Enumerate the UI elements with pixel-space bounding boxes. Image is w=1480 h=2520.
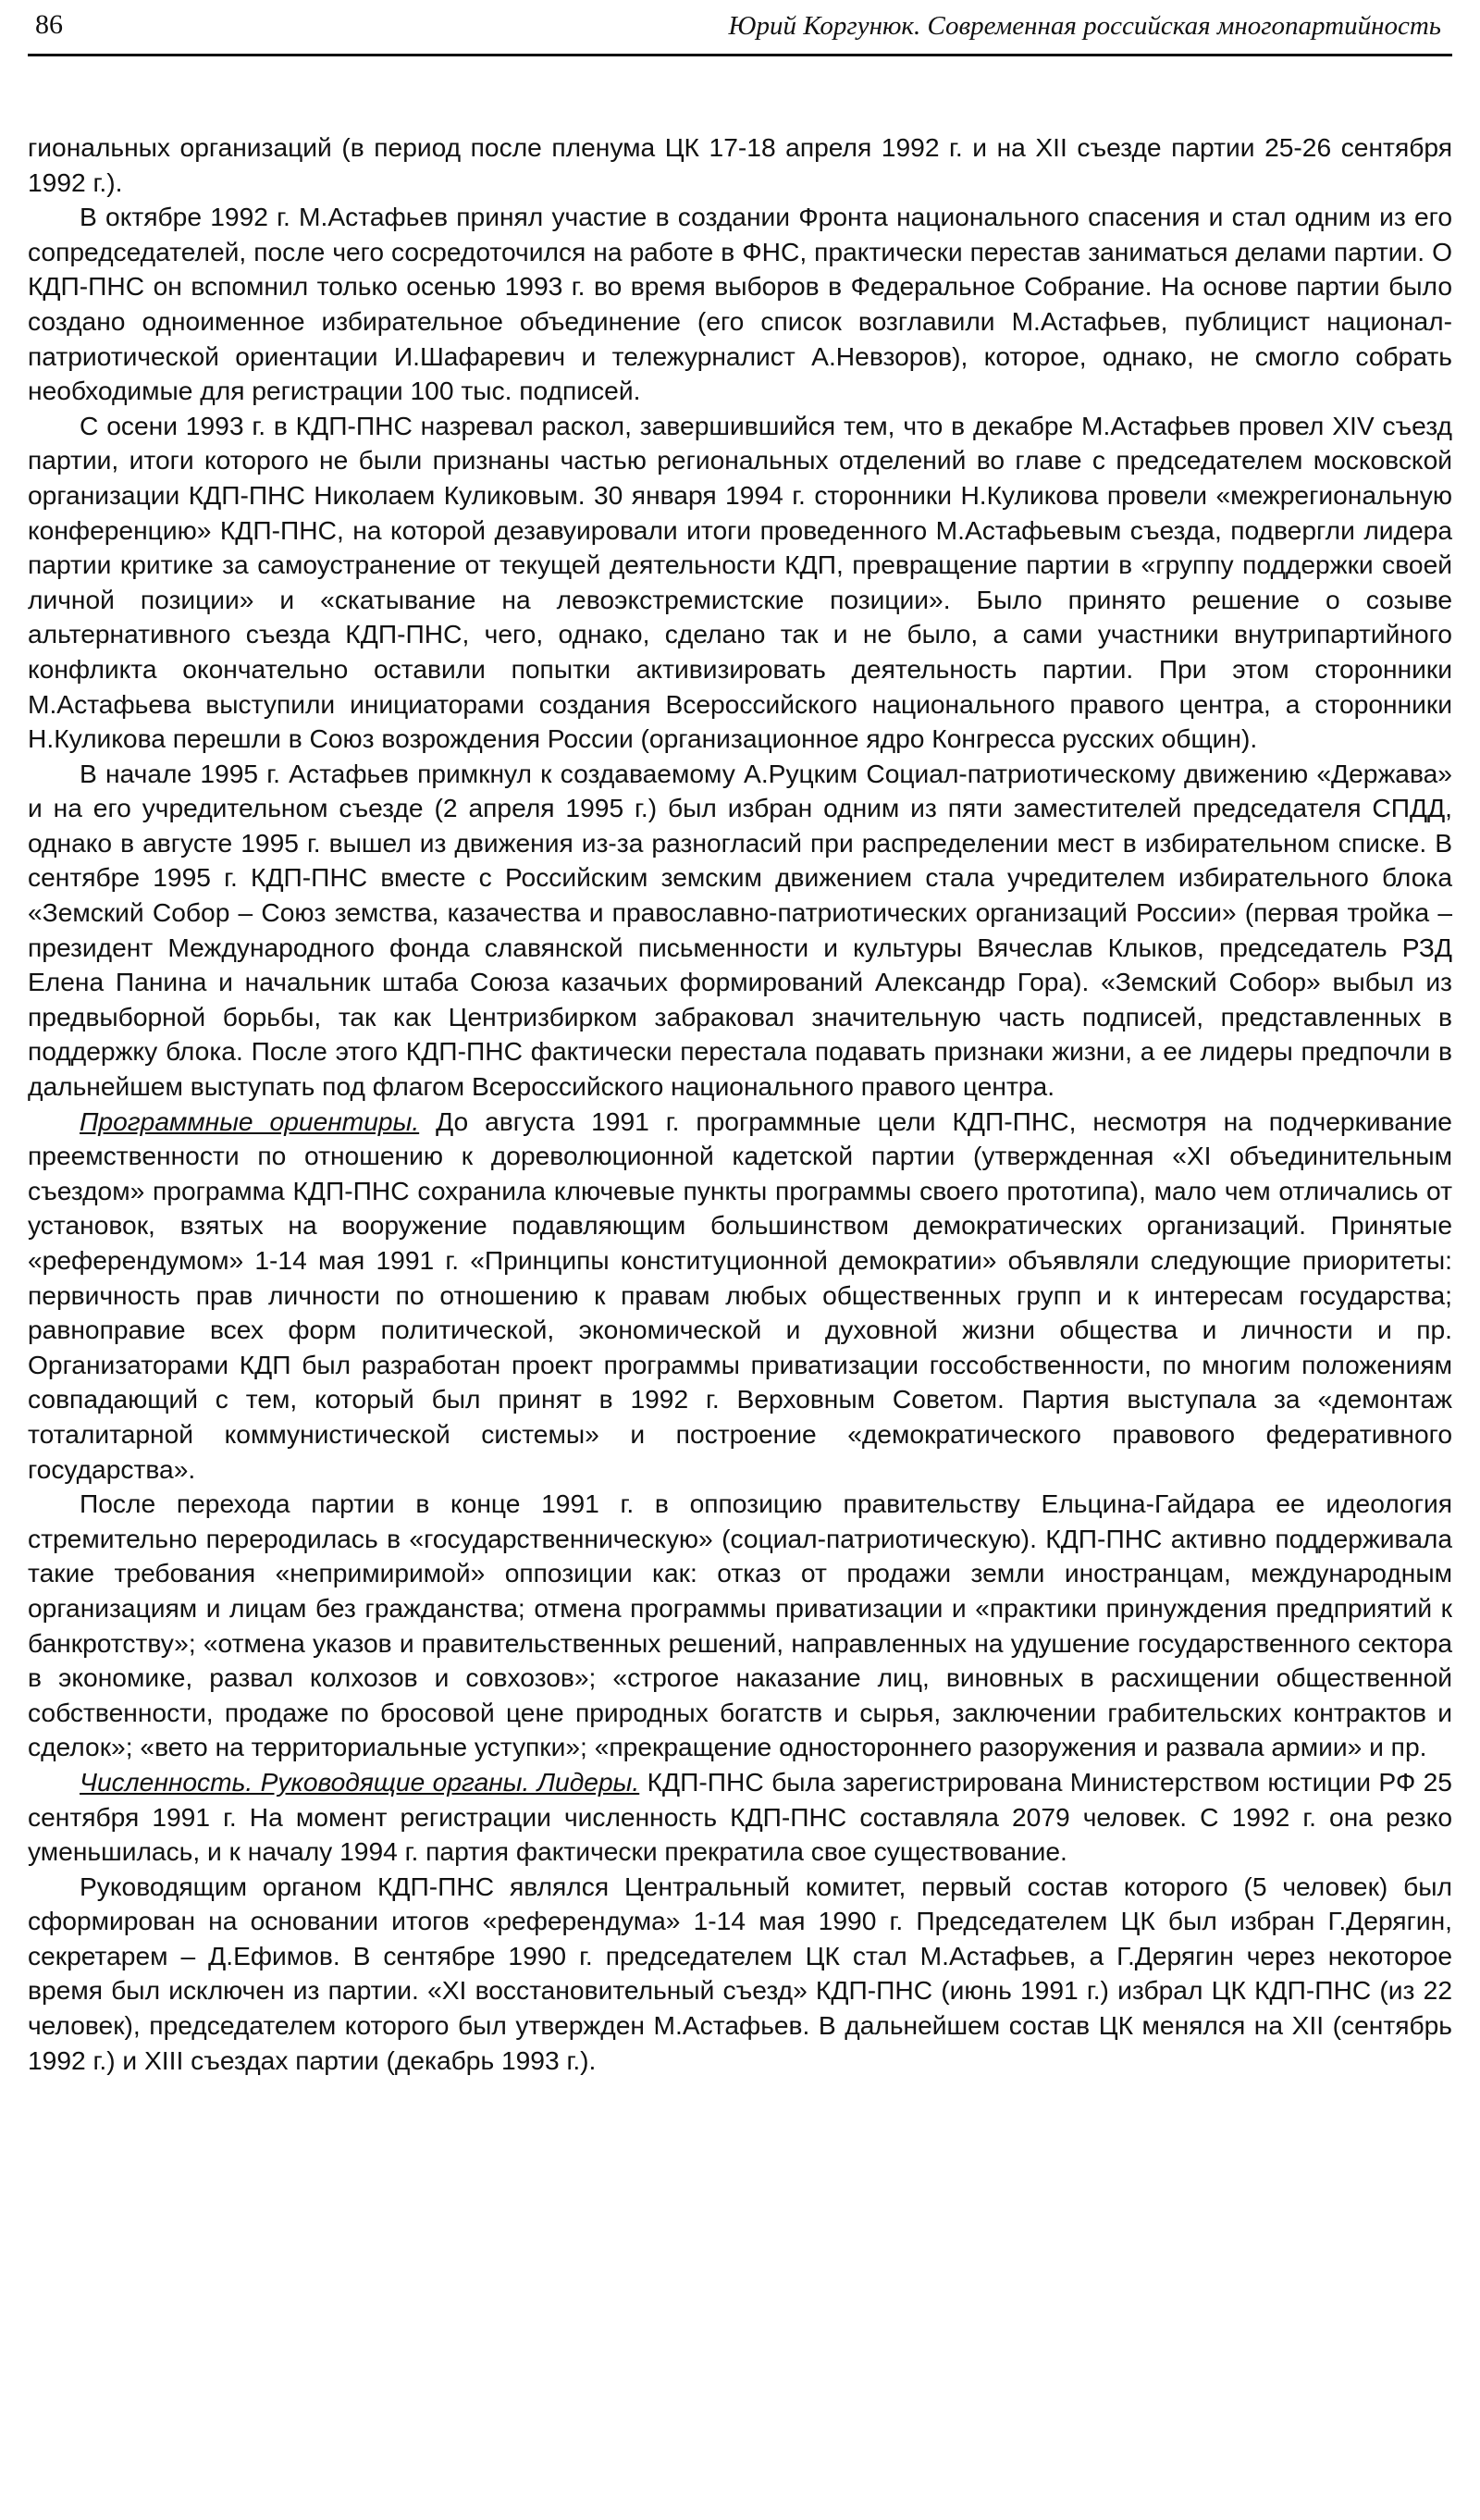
paragraph: После перехода партии в конце 1991 г. в оппозицию правительству Ельцина-Гайдара ее идеология стремительно переродилась в «государственническую» (социал-патриотическую). КДП-ПНС активно поддерживала такие требования «непримиримой» оппозиции как: отказ от продажи земли иностранцам, международным организациям и лицам без гражданства; отмена программы приватизации и «практики принуждения предприятий к банкротству»; «отмена указов и правительственных решений, направленных на удушение государственного сектора в экономике, развал колхозов и совхозов»; «строгое наказание лиц, виновных в расхищении общественной собственности, продаже по бросовой цене природных богатств и сырья, заключении грабительских контрактов и сделок»; «вето на территориальные уступки»; «прекращение одностороннего разоружения и развала армии» и пр. xyxy=(28,1489,1452,1762)
page-header xyxy=(28,0,1452,56)
section-heading-programs: Программные ориентиры. xyxy=(80,1106,420,1136)
paragraph-text: До августа 1991 г. программные цели КДП-ПНС, несмотря на подчеркивание преемственности по отношению к дореволюционной кадетской партии (утвержденная «XI объединительным съездом» программа КДП-ПНС сохранила ключевые пункты программы своего прототипа), мало чем отличались от установок, взятых на вооружение подавляющим большинством демократических организаций. Принятые «референдумом» 1-14 мая 1991 г. «Принципы конституционной демократии» объявляли следующие приоритеты: первичность прав личности по отношению к правам любых общественных групп и к интересам государства; равноправие всех форм политической, экономической и духовной жизни общества и личности и пр. Организаторами КДП был разработан проект программы приватизации госсобственности, по многим положениям совпадающий с тем, который был принят в 1992 г. Верховным Советом. Партия выступала за «демонтаж тоталитарной коммунистической системы» и построение «демократического правового федеративного государства». xyxy=(28,1106,1452,1484)
paragraph-continuation: гиональных организаций (в период после пленума ЦК 17-18 апреля 1992 г. и на XII съезде партии 25-26 сентября 1992 г.). xyxy=(28,132,1452,197)
section-heading-membership: Численность. Руководящие органы. Лидеры. xyxy=(80,1766,640,1797)
page-number: 86 xyxy=(35,9,63,40)
paragraph-text: КДП-ПНС была зарегистрирована Министерством юстиции РФ 25 сентября 1991 г. На момент регистрации численность КДП-ПНС составляла 2079 человек. С 1992 г. она резко уменьшилась, и к началу 1994 г. партия фактически прекратила свое существование. xyxy=(28,1766,1452,1867)
paragraph: В октябре 1992 г. М.Астафьев принял участие в создании Фронта национального спасения и стал одним из его сопредседателей, после чего сосредоточился на работе в ФНС, практически перестав заниматься делами партии. О КДП-ПНС он вспомнил только осенью 1993 г. во время выборов в Федеральное Собрание. На основе партии было создано одноименное избирательное объединение (его список возглавили М.Астафьев, публицист национал-патриотической ориентации И.Шафаревич и тележурналист А.Невзоров), которое, однако, не смогло собрать необходимые для регистрации 100 тыс. подписей. xyxy=(28,202,1452,406)
running-title: Юрий Коргунюк. Современная российская многопартийность xyxy=(728,11,1441,41)
paragraph: Руководящим органом КДП-ПНС являлся Центральный комитет, первый состав которого (5 человек) был сформирован на основании итогов «референдума» 1-14 мая 1990 г. Председателем ЦК был избран Г.Дерягин, секретарем – Д.Ефимов. В сентябре 1990 г. председателем ЦК стал М.Астафьев, а Г.Дерягин через некоторое время был исключен из партии. «XI восстановительный съезд» КДП-ПНС (июнь 1991 г.) избрал ЦК КДП-ПНС (из 22 человек), председателем которого был утвержден М.Астафьев. В дальнейшем состав ЦК менялся на XII (сентябрь 1992 г.) и XIII съездах партии (декабрь 1993 г.). xyxy=(28,1871,1452,2075)
paragraph-membership xyxy=(28,1765,1452,1870)
document-page xyxy=(28,0,1452,2078)
paragraph: С осени 1993 г. в КДП-ПНС назревал раскол, завершившийся тем, что в декабре М.Астафьев провел XIV съезд партии, итоги которого не были признаны частью региональных отделений во главе с председателем московской организации КДП-ПНС Николаем Куликовым. 30 января 1994 г. сторонники Н.Куликова провели «межрегиональную конференцию» КДП-ПНС, на которой дезавуировали итоги проведенного М.Астафьевым съезда, подвергли лидера партии критике за самоустранение от текущей деятельности КДП, превращение партии в «группу поддержки своей личной позиции» и «скатывание на левоэкстремистские позиции». Было принято решение о созыве альтернативного съезда КДП-ПНС, чего, однако, сделано так и не было, а сами участники внутрипартийного конфликта окончательно оставили попытки активизировать деятельность партии. При этом сторонники М.Астафьева выступили инициаторами создания Всероссийского национального правого центра, а сторонники Н.Куликова перешли в Союз возрождения России (организационное ядро Конгресса русских общин). xyxy=(28,410,1452,754)
paragraph-programs xyxy=(28,1105,1452,1488)
paragraph: В начале 1995 г. Астафьев примкнул к создаваемому А.Руцким Социал-патриотическому движению «Держава» и на его учредительном съезде (2 апреля 1995 г.) был избран одним из пяти заместителей председателя СПДД, однако в августе 1995 г. вышел из движения из-за разногласий при распределении мест в избирательном списке. В сентябре 1995 г. КДП-ПНС вместе с Российским земским движением стала учредителем избирательного блока «Земский Собор – Союз земства, казачества и православно-патриотических организаций России» (первая тройка – президент Международного фонда славянской письменности и культуры Вячеслав Клыков, председатель РЗД Елена Панина и начальник штаба Союза казачьих формирований Александр Гора). «Земский Собор» выбыл из предвыборной борьбы, так как Центризбирком забраковал значительную часть подписей, представленных в поддержку блока. После этого КДП-ПНС фактически перестала подавать признаки жизни, а ее лидеры предпочли в дальнейшем выступать под флагом Всероссийского национального правого центра. xyxy=(28,758,1452,1102)
body-text xyxy=(28,130,1452,2078)
